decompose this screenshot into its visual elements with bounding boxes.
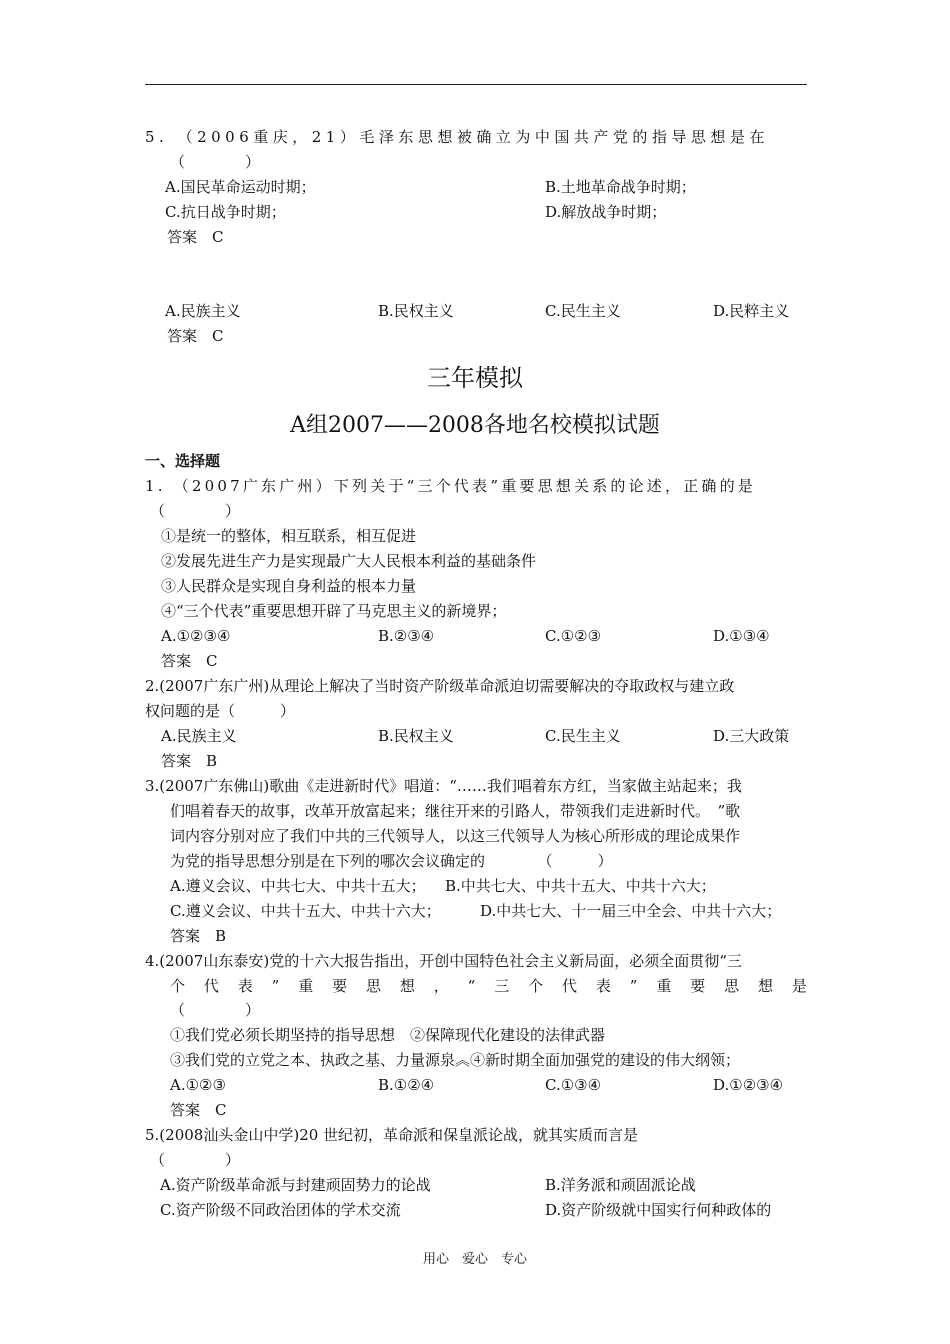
option-c: C.抗日战争时期； (165, 203, 286, 221)
option-a: A.①②③ (170, 1076, 226, 1094)
statement-item: ②发展先进生产力是实现最广大人民根本利益的基础条件 (161, 552, 537, 570)
answer-blank: （ ） (170, 153, 261, 171)
header-rule (145, 84, 807, 85)
statement-item: ③我们党的立党之本、执政之基、力量源泉︽④新时期全面加强党的建设的伟大纲领； (170, 1051, 741, 1069)
option-d: D.资产阶级就中国实行何种政体的 (545, 1201, 772, 1219)
answer-line: 答案 C (161, 652, 218, 670)
answer-blank: （ ） (150, 1151, 241, 1169)
answer-line: 答案 C (167, 327, 224, 345)
option-d: D.①②③④ (713, 1076, 784, 1094)
option-c: C.民生主义 (545, 727, 621, 745)
option-b: B.土地革命战争时期； (545, 178, 696, 196)
option-d: D.解放战争时期； (545, 203, 667, 221)
option-c: C.①③④ (545, 1076, 602, 1094)
question-stem-cont: 词内容分别对应了我们中共的三代领导人，以这三代领导人为核心所形成的理论成果作 (170, 827, 741, 845)
answer-line: 答案 C (170, 1101, 227, 1119)
question-stem: 1. （2007广东广州）下列关于“三个代表”重要思想关系的论述，正确的是 (145, 477, 756, 495)
statement-item: ③人民群众是实现自身利益的根本力量 (161, 577, 417, 595)
section-title: 三年模拟 (427, 364, 523, 392)
option-c: C.遵义会议、中共十五大、中共十六大； (170, 902, 441, 920)
part-heading: 一、选择题 (145, 452, 221, 470)
question-stem: 3.(2007广东佛山)歌曲《走进新时代》唱道：“……我们唱着东方红，当家做主站起来；我 (145, 777, 742, 795)
question-stem: 4.(2007山东泰安)党的十六大报告指出，开创中国特色社会主义新局面，必须全面贯彻“三 (145, 952, 742, 970)
question-stem-cont: 为党的指导思想分别是在下列的哪次会议确定的 （ ） (170, 852, 613, 870)
option-b: B.民权主义 (378, 302, 454, 320)
answer-blank: （ ） (150, 502, 241, 520)
option-b: B.①②④ (378, 1076, 435, 1094)
option-d: D.中共七大、十一届三中全会、中共十六大； (480, 902, 782, 920)
statement-item: ①是统一的整体，相互联系，相互促进 (161, 527, 417, 545)
statement-item: ④“三个代表”重要思想开辟了马克思主义的新境界； (161, 602, 507, 620)
option-a: A.①②③④ (161, 627, 231, 645)
answer-line: 答案 C (167, 228, 224, 246)
answer-blank: （ ） (170, 1001, 261, 1019)
option-a: A.民族主义 (165, 302, 241, 320)
option-d: D.①③④ (713, 627, 770, 645)
page-footer: 用心 爱心 专心 (422, 1252, 527, 1267)
answer-line: 答案 B (161, 752, 218, 770)
statement-item: ①我们党必须长期坚持的指导思想 ②保障现代化建设的法律武器 (170, 1026, 606, 1044)
sub-title: A组2007——2008各地名校模拟试题 (290, 413, 660, 438)
option-b: B.洋务派和顽固派论战 (545, 1176, 696, 1194)
question-stem: 5. （2006重庆，21）毛泽东思想被确立为中国共产党的指导思想是在 (145, 128, 769, 146)
option-d: D.民粹主义 (713, 302, 790, 320)
option-a: A.国民革命运动时期； (165, 178, 316, 196)
option-a: A.民族主义 (161, 727, 237, 745)
question-stem-cont: 权问题的是（ ） (145, 702, 296, 720)
option-b: B.民权主义 (378, 727, 454, 745)
option-a: A.遵义会议、中共七大、中共十五大； (170, 877, 426, 895)
option-b: B.中共七大、中共十五大、中共十六大； (445, 877, 716, 895)
question-stem-cont: 们唱着春天的故事，改革开放富起来；继往开来的引路人，带领我们走进新时代。 ”歌 (170, 802, 741, 820)
answer-line: 答案 B (170, 927, 227, 945)
question-stem-cont: 个 代 表 ” 重 要 思 想 ， “ 三 个 代 表 ” 重 要 思 想 是 (170, 977, 807, 995)
option-c: C.资产阶级不同政治团体的学术交流 (160, 1201, 401, 1219)
option-b: B.②③④ (378, 627, 435, 645)
option-d: D.三大政策 (713, 727, 790, 745)
question-stem: 2.(2007广东广州)从理论上解决了当时资产阶级革命派迫切需要解决的夺取政权与建立政 (145, 677, 735, 695)
option-c: C.民生主义 (545, 302, 621, 320)
option-c: C.①②③ (545, 627, 602, 645)
option-a: A.资产阶级革命派与封建顽固势力的论战 (160, 1176, 431, 1194)
question-stem: 5.(2008汕头金山中学)20 世纪初，革命派和保皇派论战，就其实质而言是 (145, 1126, 639, 1144)
